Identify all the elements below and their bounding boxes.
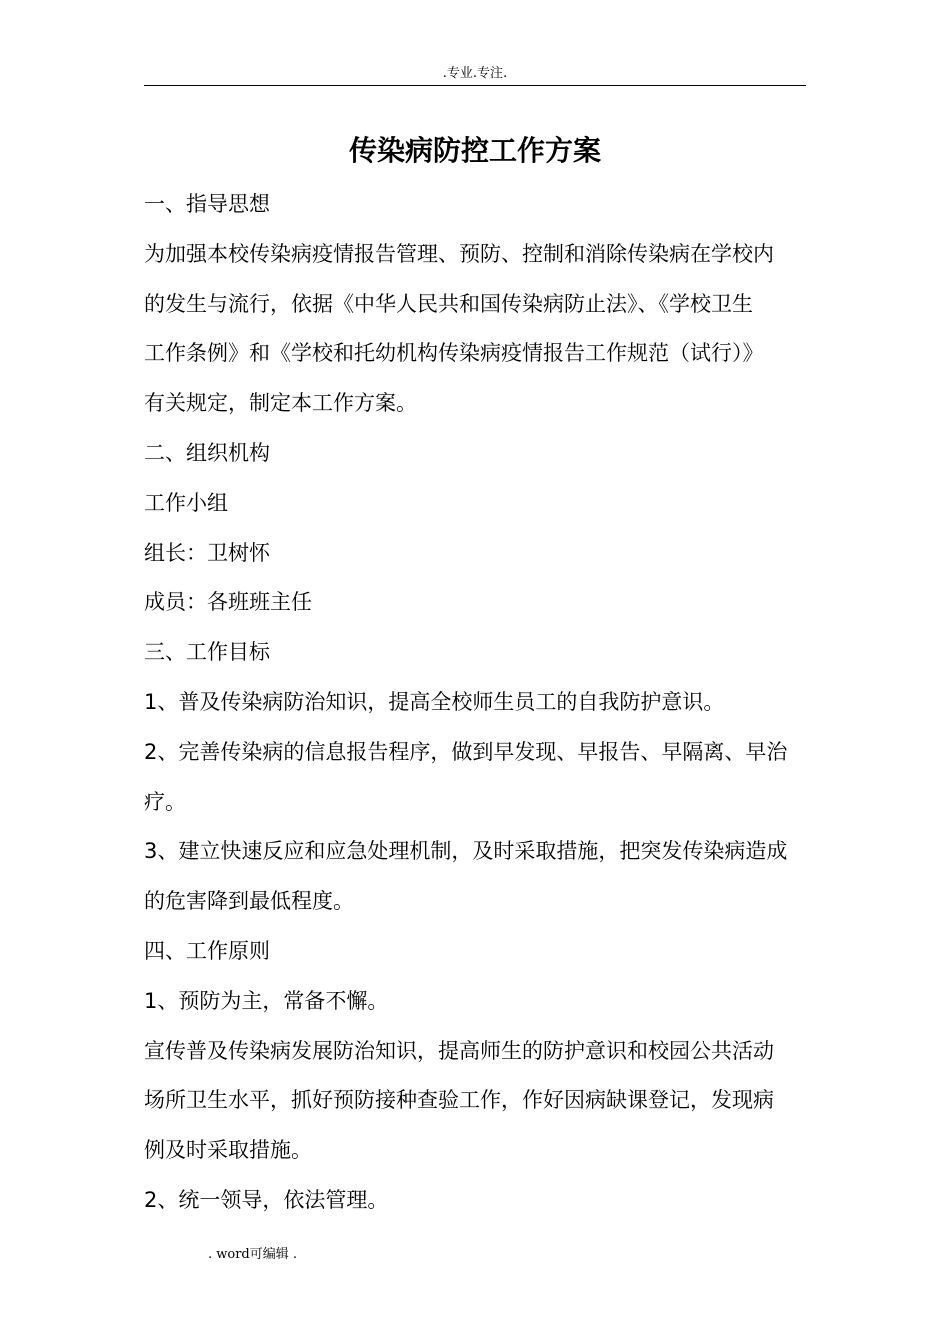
section-heading-guiding-ideology: 一、指导思想	[144, 192, 270, 216]
paragraph-line: 工作小组	[144, 490, 228, 515]
paragraph-line: 宣传普及传染病发展防治知识，提高师生的防护意识和校园公共活动	[144, 1038, 774, 1063]
paragraph-line: 例及时采取措施。	[144, 1138, 312, 1163]
document-title: 传染病防控工作方案	[348, 134, 601, 167]
list-item: 1、普及传染病防治知识，提高全校师生员工的自我防护意识。	[144, 689, 725, 714]
section-heading-goals: 三、工作目标	[144, 640, 270, 665]
paragraph-line: 场所卫生水平，抓好预防接种查验工作，作好因病缺课登记，发现病	[144, 1088, 774, 1113]
document-body	[144, 180, 809, 1226]
paragraph-line: 成员：各班班主任	[144, 590, 312, 615]
paragraph-line: 工作条例》和《学校和托幼机构传染病疫情报告工作规范（试行）》	[144, 341, 764, 366]
page-footer: . word可编辑 .	[208, 1247, 298, 1262]
section-heading-principles: 四、工作原则	[144, 938, 270, 963]
list-item: 2、统一领导，依法管理。	[144, 1187, 389, 1212]
list-item: 1、预防为主，常备不懈。	[144, 988, 389, 1013]
section-heading-organization: 二、组织机构	[144, 440, 270, 465]
paragraph-line: 的危害降到最低程度。	[144, 889, 354, 914]
paragraph-line: 有关规定，制定本工作方案。	[144, 391, 417, 416]
paragraph-line: 疗。	[144, 789, 186, 814]
paragraph-line: 组长：卫树怀	[144, 540, 270, 565]
paragraph-line: 为加强本校传染病疫情报告管理、预防、控制和消除传染病在学校内	[144, 241, 774, 266]
header-rule	[144, 85, 806, 86]
list-item: 2、完善传染病的信息报告程序，做到早发现、早报告、早隔离、早治	[144, 739, 788, 764]
list-item: 3、建立快速反应和应急处理机制，及时采取措施，把突发传染病造成	[144, 839, 788, 864]
page-header: .专业.专注.	[442, 66, 508, 81]
paragraph-line: 的发生与流行，依据《中华人民共和国传染病防止法》、《学校卫生	[144, 291, 753, 316]
